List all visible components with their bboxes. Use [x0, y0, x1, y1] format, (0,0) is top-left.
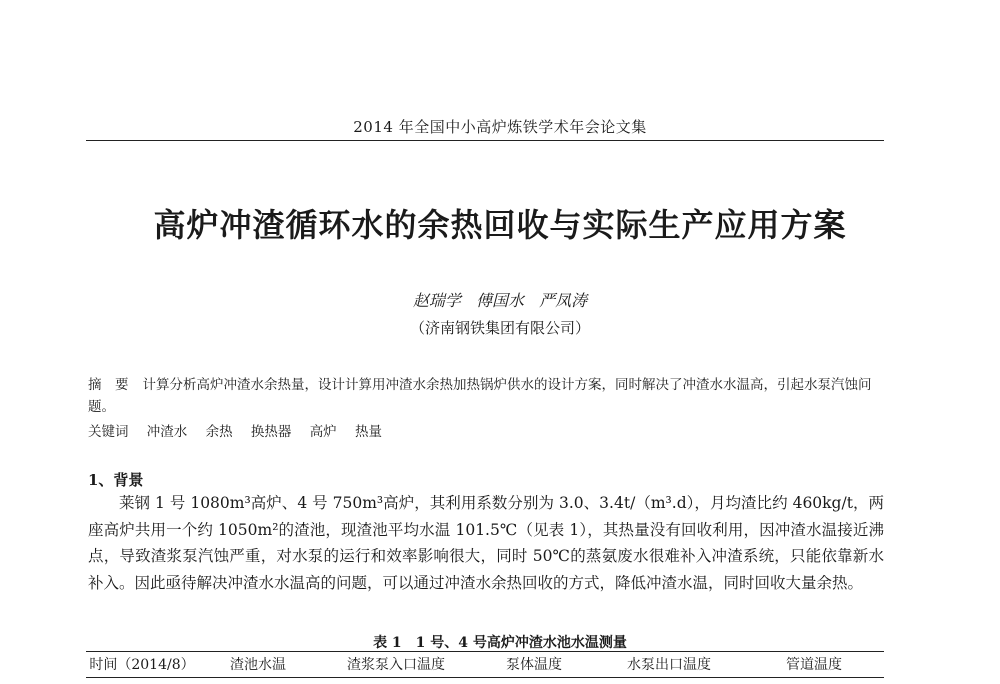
author-name: 严凤涛 [539, 291, 588, 310]
table-caption: 表 1 1 号、4 号高炉冲渣水池水温测量 [373, 635, 627, 651]
table-header-cell: 泵体温度 [506, 657, 562, 673]
abstract-label: 摘 要 [88, 377, 129, 393]
keyword: 换热器 [250, 424, 292, 440]
table-header-cell: 时间（2014/8） [89, 657, 195, 673]
table-top-rule [86, 651, 884, 652]
body-paragraph: 莱钢 1 号 1080m³高炉、4 号 750m³高炉，其利用系数分别为 3.0、3.4t/（m³.d），月均渣比约 460kg/t，两座高炉共用一个约 1050m²的渣池，现渣池平均水温 101.5℃（见表 1），其热量没有回收利用，因冲渣水温接近沸点，导致渣浆泵汽蚀严重，对水泵的运行和效率影响很大，同时 50℃的蒸氨废水很难补入冲渣系统，只能依靠新水补入。因此亟待解决冲渣水水温高的问题，可以通过冲渣水余热回收的方式，降低冲渣水温，同时回收大量余热。 [88, 494, 884, 592]
keyword: 高炉 [309, 424, 337, 440]
section-heading: 1、背景 [88, 471, 144, 489]
keyword: 余热 [205, 424, 233, 440]
keywords [88, 420, 888, 440]
affiliation: （济南钢铁集团有限公司） [409, 319, 590, 337]
abstract-text: 计算分析高炉冲渣水余热量，设计计算用冲渣水余热加热锅炉供水的设计方案，同时解决了冲渣水水温高，引起水泵汽蚀问题。 [88, 377, 872, 415]
table-header-cell: 渣池水温 [230, 657, 286, 673]
author-name: 赵瑞学 [412, 291, 461, 310]
author-name: 傅国水 [475, 291, 524, 310]
table-header-cell: 水泵出口温度 [627, 657, 711, 673]
keyword: 热量 [354, 424, 382, 440]
keywords-label: 关键词 [88, 424, 129, 440]
author-list [0, 288, 1000, 311]
table-header-row [86, 654, 884, 676]
keyword: 冲渣水 [146, 424, 188, 440]
header-rule [86, 140, 884, 141]
table-header-cell: 渣浆泵入口温度 [347, 657, 445, 673]
table-header-cell: 管道温度 [786, 657, 842, 673]
body-text [88, 490, 884, 596]
table-header-rule [86, 677, 884, 678]
running-head: 2014 年全国中小高炉炼铁学术年会论文集 [353, 118, 647, 136]
abstract [88, 374, 888, 418]
paper-title: 高炉冲渣循环水的余热回收与实际生产应用方案 [153, 206, 847, 244]
